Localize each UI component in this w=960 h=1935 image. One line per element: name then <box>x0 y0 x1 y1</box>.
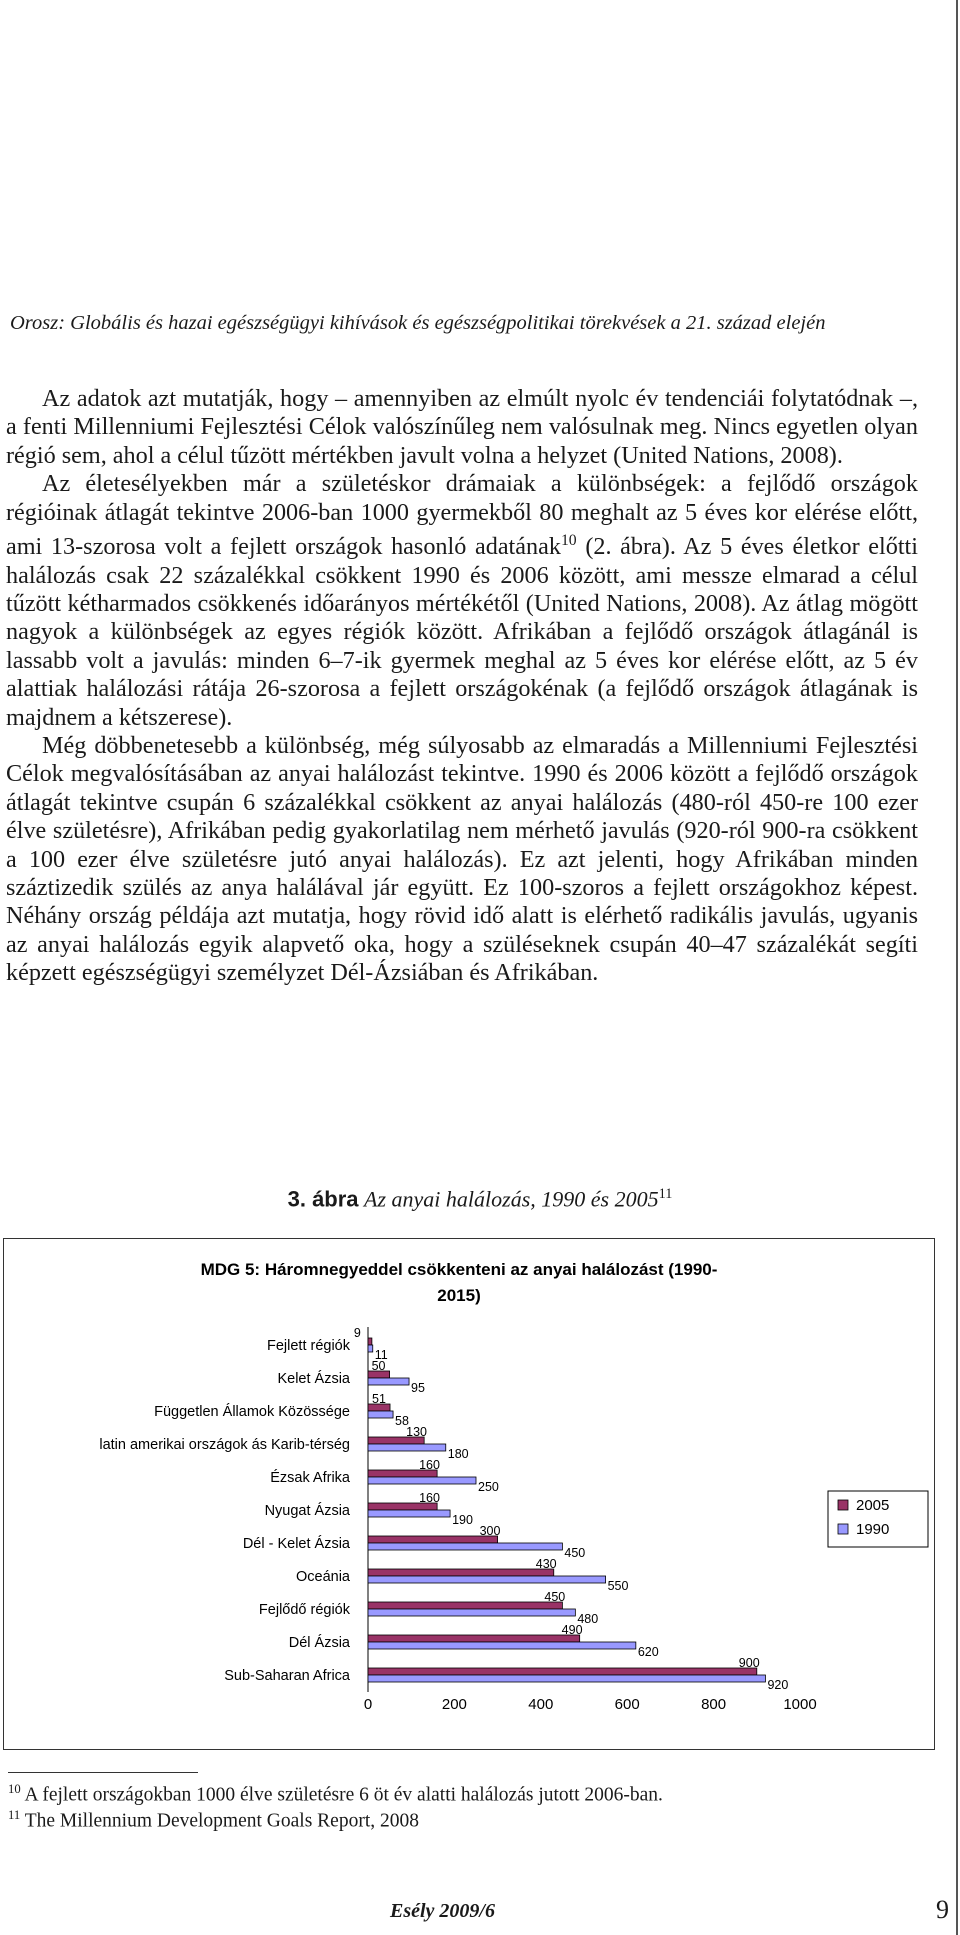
bar-2005 <box>368 1536 498 1543</box>
data-label-1990: 920 <box>767 1678 789 1692</box>
data-label-1990: 95 <box>411 1381 425 1395</box>
category-label: Sub-Saharan Africa <box>224 1668 350 1684</box>
category-label: Nyugat Ázsia <box>264 1503 350 1519</box>
data-label-2005: 490 <box>561 1623 583 1637</box>
data-label-2005: 130 <box>406 1425 428 1439</box>
figure-title: Az anyai halálozás, 1990 és 2005 <box>364 1186 659 1212</box>
paragraph-3: Még döbbenetesebb a különbség, még súlyosabb az elmaradás a Millenniumi Fejlesztési Célok megvalósításában az anyai halálozást tekintve. 1990 és 2006 között a fejlődő országok átlagát tekintve csupán 6 százalékkal csökkent az anyai halálozás (480-ról 450-re 100 ezer élve születésre), Afrikában pedig gyakorlatilag nem mérhető javulás (920-ról 900-ra csökkent a 100 ezer élve születésre jutó anyai halálozás). Ez azt jelenti, hogy Afrikában minden száztizedik szülés az anya halálával jár együtt. Ez 100-szoros a fejlett országokhoz képest. Néhány ország példája azt mutatja, hogy rövid idő alatt is elérhető radikális javulás, ugyanis az anyai halálozás egyik alapvető oka, hogy a szüléseknek csupán 40–47 százalékát segíti képzett egészségügyi személyzet Dél-Ázsiában és Afrikában. <box>6 731 918 987</box>
bar-chart <box>4 1239 934 1749</box>
data-label-2005: 430 <box>535 1557 557 1571</box>
bar-2005 <box>368 1338 372 1345</box>
data-label-1990: 58 <box>395 1414 409 1428</box>
footnote-10 <box>8 1782 663 1807</box>
paragraph-2-text-a: Az életesélyekben már a születéskor drámaiak a különbségek: a fejlődő országok régióinak átlagát tekintve 2006-ban 1000 gyermekből 80 meghalt az 5 éves kor elérése előtt, ami 13-szorosa volt a fejlett országok hasonló adatának <box>6 470 918 561</box>
x-tick-label: 800 <box>701 1696 727 1713</box>
data-label-1990: 190 <box>452 1513 473 1527</box>
category-label: Ézsak Afrika <box>270 1470 350 1486</box>
paragraph-2-text-b: (2. ábra). Az 5 éves életkor előtti halálozás csak 22 százalékkal csökkent 1990 és 2006 között, ami messze elmarad a célul tűzött kétharmados csökkenés időarányos mértékétől (United Nations, 2008). Az átlag mögött nagyok a különbségek az egyes régiók között. Afrikában a fejlődő országok átlagánál is lassabb volt a javulás: minden 6–7-ik gyermek meghal az 5 éves kor elérése előtt, az 5 év alattiak halálozási rátája 26-szorosa a fejlett országokénak (a fejlődő országok átlagának is majdnem a kétszerese). <box>6 533 918 731</box>
data-label-2005: 51 <box>372 1392 386 1406</box>
category-label: Dél - Kelet Ázsia <box>242 1536 350 1552</box>
bar-1990 <box>368 1642 636 1649</box>
bar-1990 <box>368 1675 765 1682</box>
x-tick-label: 600 <box>614 1696 640 1713</box>
running-header: Orosz: Globális és hazai egészségügyi kihívások és egészségpolitikai törekvések a 21. század elején <box>10 312 826 334</box>
bar-1990 <box>368 1609 575 1616</box>
footnote-number: 10 <box>8 1782 21 1796</box>
data-label-2005: 900 <box>738 1656 760 1670</box>
data-label-1990: 11 <box>374 1348 388 1362</box>
bar-2005 <box>368 1602 562 1609</box>
bar-1990 <box>368 1411 393 1418</box>
paragraph-2 <box>6 470 918 732</box>
legend-swatch-1990 <box>838 1524 848 1534</box>
x-tick-label: 400 <box>528 1696 554 1713</box>
footnote-ref-10[interactable]: 10 <box>560 532 577 550</box>
data-label-1990: 250 <box>478 1480 499 1494</box>
footnote-text: A fejlett országokban 1000 élve születésre 6 öt év alatti halálozás jutott 2006-ban. <box>24 1784 663 1806</box>
x-tick-label: 0 <box>363 1696 373 1713</box>
category-label: Kelet Ázsia <box>277 1371 350 1387</box>
x-tick-label: 200 <box>441 1696 467 1713</box>
journal-footer: Esély 2009/6 <box>390 1900 495 1922</box>
data-label-1990: 180 <box>447 1447 469 1461</box>
bar-2005 <box>368 1635 580 1642</box>
category-label: Dél Ázsia <box>288 1635 350 1651</box>
legend-swatch-2005 <box>838 1500 848 1510</box>
bar-1990 <box>368 1444 446 1451</box>
bar-2005 <box>368 1569 554 1576</box>
data-label-2005: 50 <box>371 1359 386 1373</box>
footnote-ref-11[interactable]: 11 <box>658 1186 673 1202</box>
x-tick-label: 1000 <box>783 1696 817 1713</box>
category-label: latin amerikai országok ás Karib-térség <box>99 1437 350 1453</box>
figure-caption <box>0 1186 960 1212</box>
figure-number: 3. ábra <box>287 1186 359 1212</box>
paragraph-1: Az adatok azt mutatják, hogy – amennyiben az elmúlt nyolc év tendenciái folytatódnak –, a fenti Millenniumi Fejlesztési Célok valószínűleg nem valósulnak meg. Nincs egyetlen olyan régió sem, ahol a célul tűzött mértékben javult volna a helyzet (United Nations, 2008). <box>6 385 918 469</box>
bar-1990 <box>368 1543 562 1550</box>
chart-title-line-1: MDG 5: Háromnegyeddel csökkenteni az anyai halálozást (1990- <box>200 1260 718 1279</box>
page-edge-rule <box>956 0 958 1935</box>
bar-1990 <box>368 1345 373 1352</box>
legend-label-1990: 1990 <box>856 1521 890 1538</box>
bar-1990 <box>368 1510 450 1517</box>
data-label-2005: 9 <box>353 1326 361 1340</box>
data-label-2005: 160 <box>419 1458 440 1472</box>
bar-1990 <box>368 1477 476 1484</box>
data-label-1990: 480 <box>577 1612 599 1626</box>
footnote-number: 11 <box>8 1808 21 1822</box>
data-label-1990: 450 <box>564 1546 586 1560</box>
legend-label-2005: 2005 <box>856 1497 890 1514</box>
category-label: Fejlett régiók <box>266 1338 350 1354</box>
bar-1990 <box>368 1378 409 1385</box>
footnote-11 <box>8 1808 419 1833</box>
footnote-separator <box>8 1772 198 1773</box>
chart-frame <box>3 1238 935 1750</box>
data-label-2005: 300 <box>479 1524 501 1538</box>
category-label: Független Államok Közössége <box>154 1404 350 1420</box>
bar-1990 <box>368 1576 606 1583</box>
data-label-2005: 450 <box>544 1590 566 1604</box>
chart-title-line-2: 2015) <box>437 1286 481 1305</box>
footnote-text: The Millennium Development Goals Report, 2008 <box>24 1810 419 1832</box>
bar-2005 <box>368 1668 757 1675</box>
category-label: Oceánia <box>295 1569 350 1585</box>
page-number: 9 <box>936 1895 949 1924</box>
data-label-1990: 620 <box>637 1645 659 1659</box>
data-label-2005: 160 <box>419 1491 440 1505</box>
article-body <box>6 385 918 988</box>
data-label-1990: 550 <box>607 1579 629 1593</box>
category-label: Fejlődő régiók <box>258 1602 350 1618</box>
